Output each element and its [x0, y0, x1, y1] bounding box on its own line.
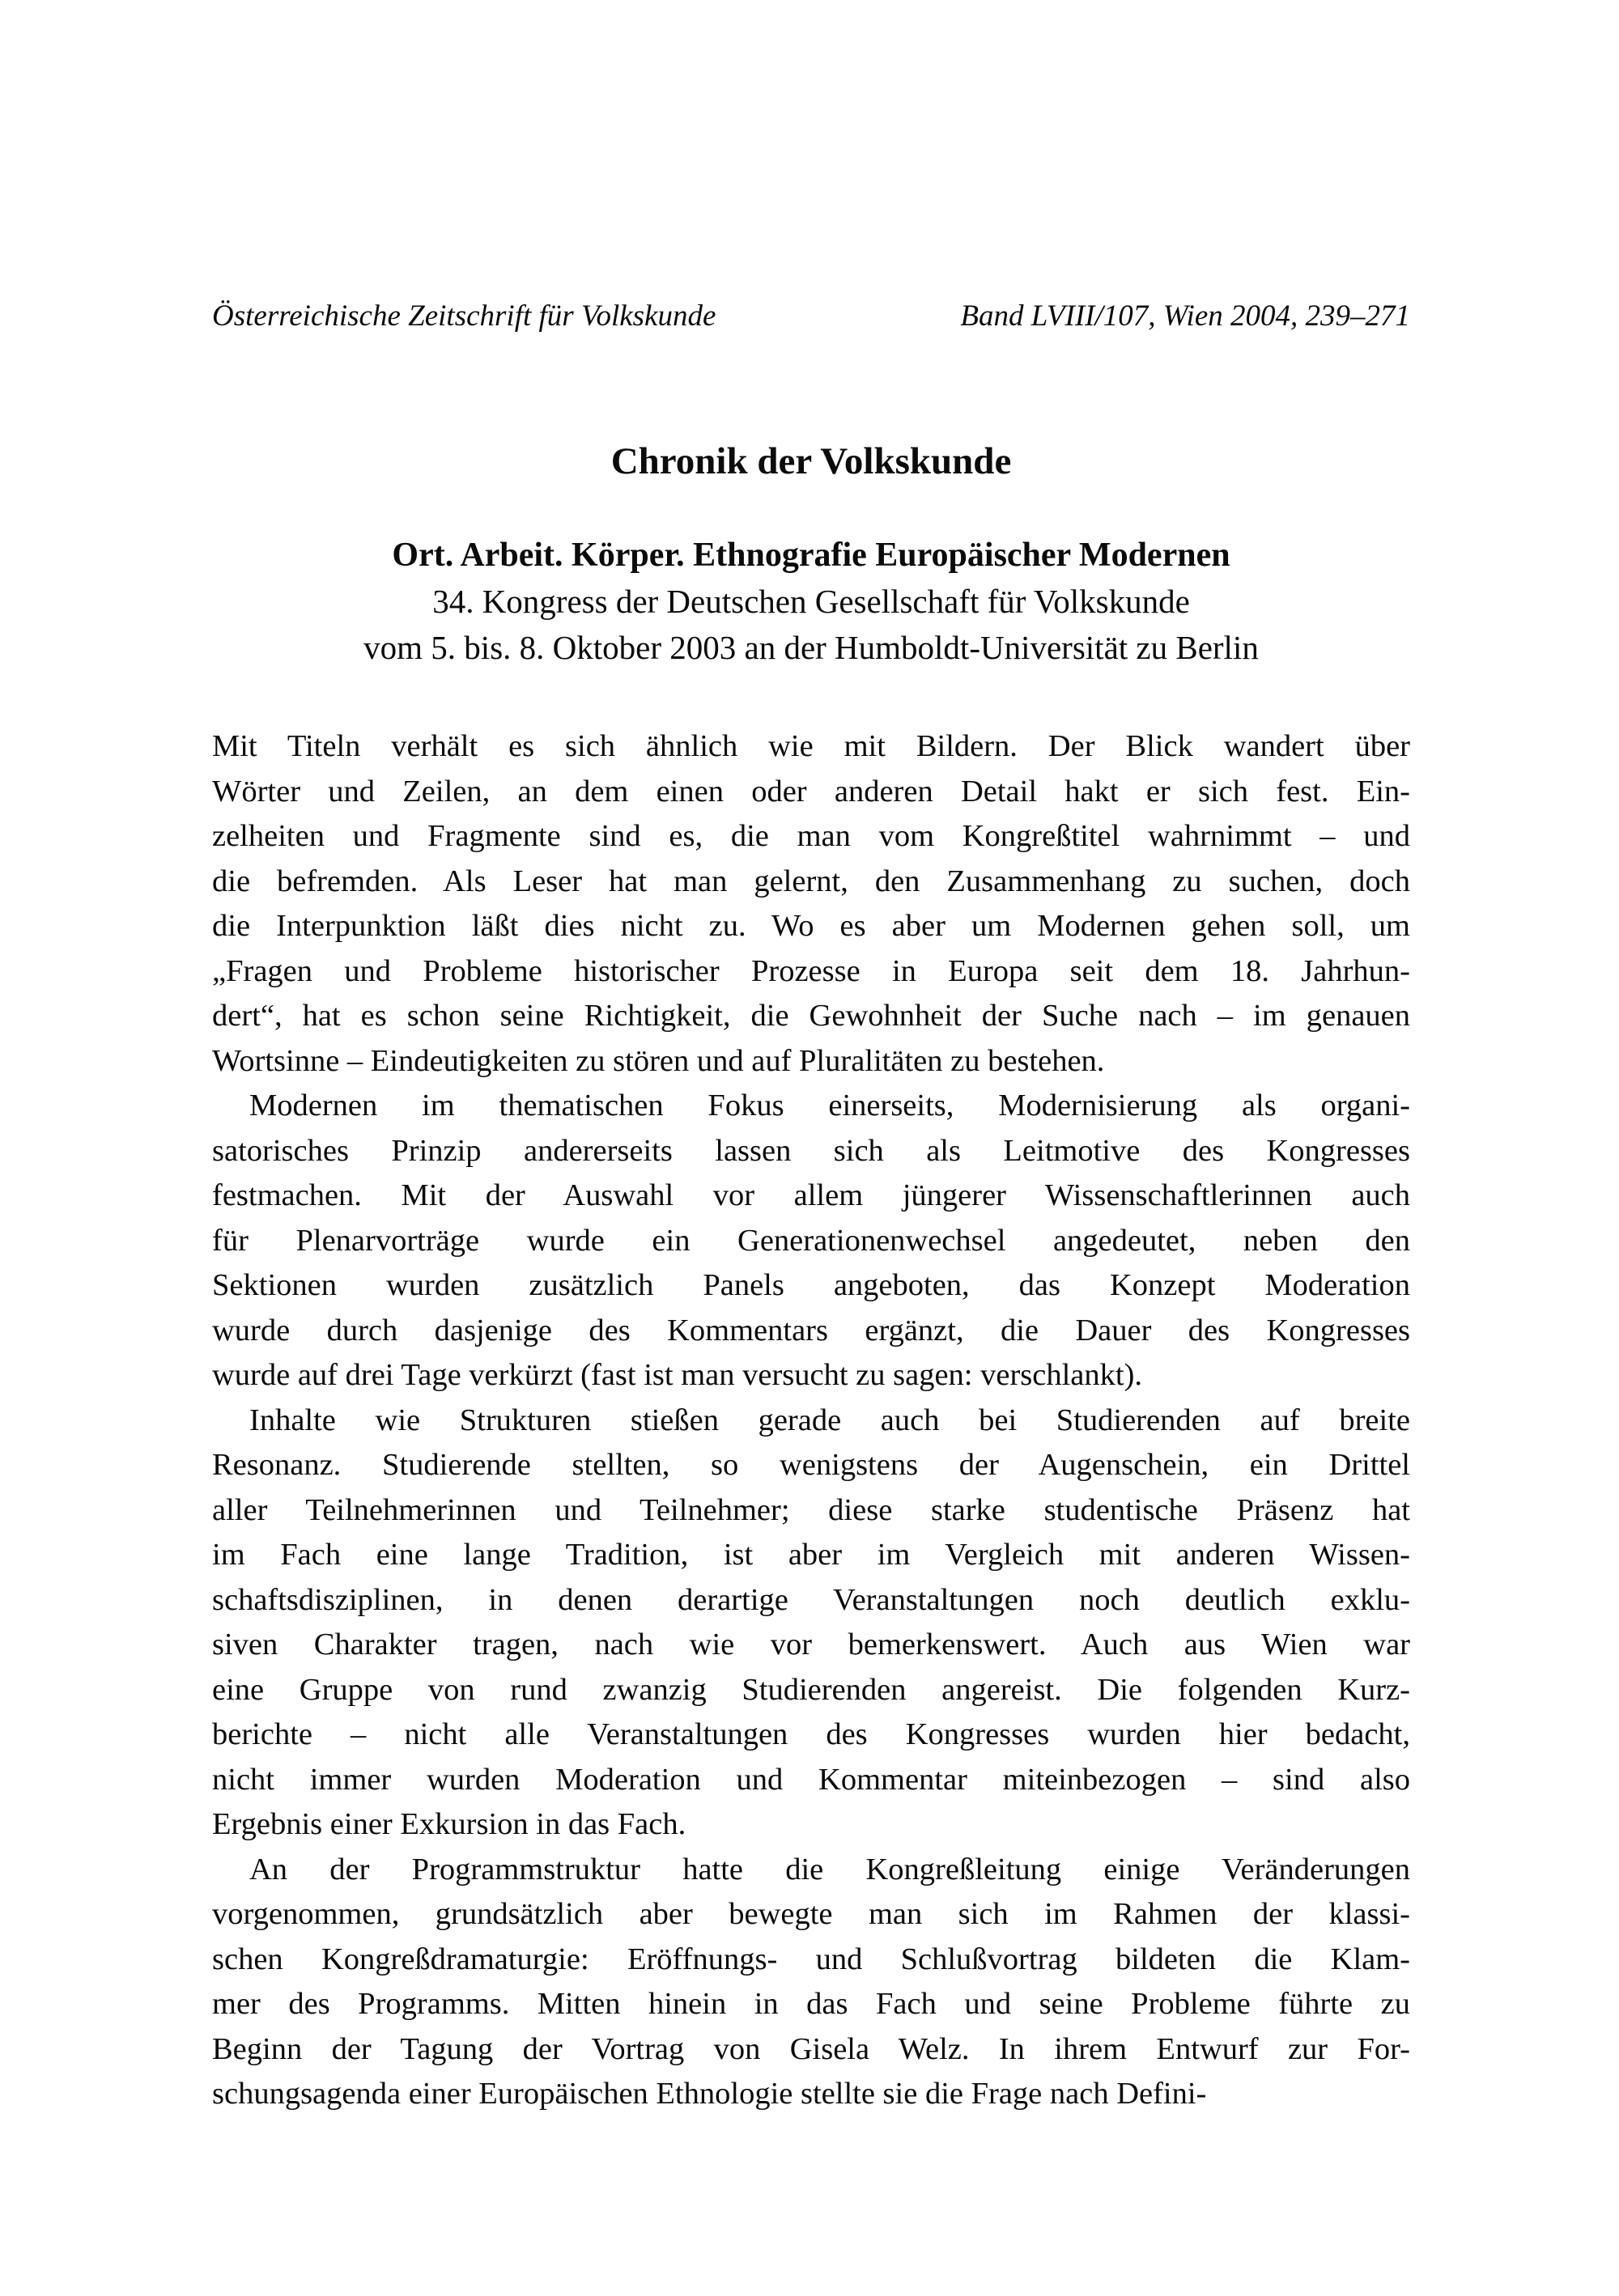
text-line: Sektionen wurden zusätzlich Panels angeboten, das Konzept Moderation — [212, 1268, 1410, 1302]
text-line: wurde auf drei Tage verkürzt (fast ist man versucht zu sagen: verschlankt). — [212, 1358, 1143, 1392]
text-line: nicht immer wurden Moderation und Kommentar miteinbezogen – sind also — [212, 1762, 1410, 1797]
text-line: mer des Programms. Mitten hinein in das Fach und seine Probleme führte zu — [212, 1987, 1410, 2021]
congress-subtitle-2: vom 5. bis. 8. Oktober 2003 an der Humboldt-Universität zu Berlin — [363, 629, 1259, 666]
text-line: Mit Titeln verhält es sich ähnlich wie mit Bildern. Der Blick wandert über — [212, 729, 1410, 763]
text-line: aller Teilnehmerinnen und Teilnehmer; diese starke studentische Präsenz hat — [212, 1492, 1410, 1527]
paragraph — [212, 724, 1410, 1084]
paragraph — [212, 1848, 1410, 2117]
text-line: Ergebnis einer Exkursion in das Fach. — [212, 1807, 686, 1841]
text-line: Beginn der Tagung der Vortrag von Gisela Welz. In ihrem Entwurf zur For- — [212, 2031, 1410, 2066]
text-line: Resonanz. Studierende stellten, so wenigstens der Augenschein, ein Drittel — [212, 1448, 1410, 1482]
text-line: satorisches Prinzip andererseits lassen sich als Leitmotive des Kongresses — [212, 1133, 1410, 1168]
text-line: im Fach eine lange Tradition, ist aber im Vergleich mit anderen Wissen- — [212, 1538, 1410, 1572]
text-line: An der Programmstruktur hatte die Kongreßleitung einige Veränderungen — [249, 1852, 1410, 1886]
text-line: schen Kongreßdramaturgie: Eröffnungs- und Schlußvortrag bildeten die Klam- — [212, 1942, 1410, 1976]
running-head — [212, 298, 1410, 335]
text-line: berichte – nicht alle Veranstaltungen des Kongresses wurden hier bedacht, — [212, 1717, 1410, 1751]
text-line: „Fragen und Probleme historischer Prozesse in Europa seit dem 18. Jahrhun- — [212, 953, 1410, 988]
text-line: zelheiten und Fragmente sind es, die man vom Kongreßtitel wahrnimmt – und — [212, 819, 1410, 853]
article-title: Chronik der Volkskunde — [610, 440, 1012, 482]
text-line: für Plenarvorträge wurde ein Generationenwechsel angedeutet, neben den — [212, 1223, 1410, 1258]
congress-subtitle-1: 34. Kongress der Deutschen Gesellschaft für Volkskunde — [432, 583, 1190, 620]
text-line: die befremden. Als Leser hat man gelernt, den Zusammenhang zu suchen, doch — [212, 864, 1410, 898]
text-line: festmachen. Mit der Auswahl vor allem jüngerer Wissenschaftlerinnen auch — [212, 1178, 1410, 1212]
body-text — [212, 724, 1410, 2117]
text-line: schaftsdisziplinen, in denen derartige Veranstaltungen noch deutlich exklu- — [212, 1582, 1410, 1617]
text-line: wurde durch dasjenige des Kommentars ergänzt, die Dauer des Kongresses — [212, 1313, 1410, 1347]
text-line: vorgenommen, grundsätzlich aber bewegte man sich im Rahmen der klassi- — [212, 1897, 1410, 1931]
text-line: Wortsinne – Eindeutigkeiten zu stören und auf Pluralitäten zu bestehen. — [212, 1043, 1105, 1078]
paragraph — [212, 1084, 1410, 1398]
text-line: siven Charakter tragen, nach wie vor bemerkenswert. Auch aus Wien war — [212, 1628, 1410, 1662]
text-line: Wörter und Zeilen, an dem einen oder anderen Detail hakt er sich fest. Ein- — [212, 774, 1410, 808]
text-line: eine Gruppe von rund zwanzig Studierenden angereist. Die folgenden Kurz- — [212, 1672, 1410, 1707]
text-line: die Interpunktion läßt dies nicht zu. Wo es aber um Modernen gehen soll, um — [212, 909, 1410, 943]
issue-info: Band LVIII/107, Wien 2004, 239–271 — [960, 299, 1410, 333]
text-line: schungsagenda einer Europäischen Ethnologie stellte sie die Frage nach Defini- — [212, 2077, 1207, 2111]
page-content — [212, 298, 1410, 2117]
text-line: dert“, hat es schon seine Richtigkeit, die Gewohnheit der Suche nach – im genauen — [212, 999, 1410, 1033]
journal-name: Österreichische Zeitschrift für Volkskunde — [212, 299, 716, 333]
paragraph — [212, 1398, 1410, 1848]
text-line: Inhalte wie Strukturen stießen gerade auch bei Studierenden auf breite — [249, 1403, 1410, 1437]
congress-title: Ort. Arbeit. Körper. Ethnografie Europäischer Modernen — [392, 537, 1230, 574]
congress-heading — [212, 533, 1410, 671]
text-line: Modernen im thematischen Fokus einerseits, Modernisierung als organi- — [249, 1089, 1410, 1123]
